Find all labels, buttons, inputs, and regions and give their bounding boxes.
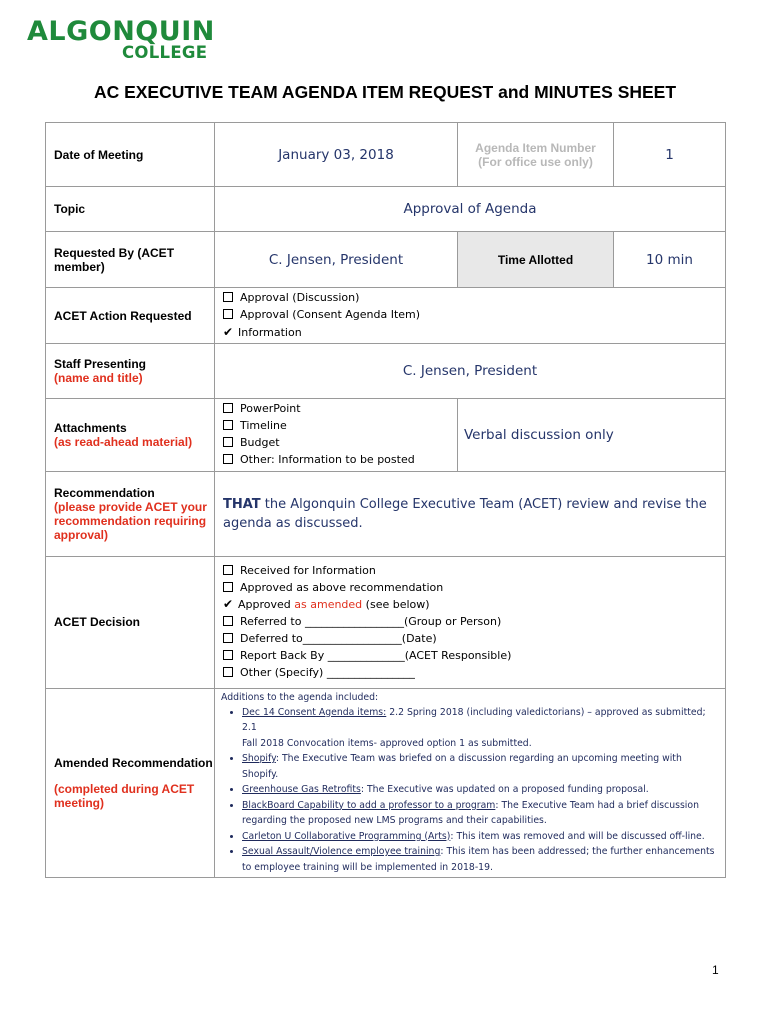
decision-option-other[interactable]: Other (Specify) ________________ bbox=[223, 665, 717, 682]
action-option-information[interactable]: ✔ Information bbox=[223, 324, 302, 339]
row-topic bbox=[46, 187, 726, 232]
checkbox-empty-icon[interactable] bbox=[223, 633, 233, 643]
date-label: Date of Meeting bbox=[46, 123, 215, 187]
requested-by-label-2: member) bbox=[54, 259, 105, 274]
recommendation-sublabel-3: approval) bbox=[54, 527, 109, 542]
staff-presenting-label-main: Staff Presenting bbox=[54, 357, 147, 372]
list-item: • Dec 14 Consent Agenda items: 2.2 Spring 2018 (including valedictorians) – approved as submitted; 2.1 Fall 2018 Convocation items- approved option 1 as submitted. bbox=[242, 705, 719, 752]
action-requested-label: ACET Action Requested bbox=[46, 288, 215, 344]
checkbox-empty-icon[interactable] bbox=[223, 420, 233, 430]
recommendation-label-main: Recommendation bbox=[54, 485, 155, 500]
attachment-option-timeline[interactable]: Timeline bbox=[223, 418, 449, 435]
row-requested-by bbox=[46, 232, 726, 288]
staff-presenting-sublabel: (name and title) bbox=[54, 371, 143, 386]
amended-sublabel-2: meeting) bbox=[54, 795, 105, 810]
attachments-note: Verbal discussion only bbox=[458, 399, 726, 471]
time-allotted-value: 10 min bbox=[614, 232, 726, 288]
action-option-discussion[interactable]: Approval (Discussion) bbox=[223, 290, 717, 307]
checkbox-empty-icon[interactable] bbox=[223, 454, 233, 464]
decision-option-referred[interactable]: Referred to __________________(Group or Person) bbox=[223, 614, 717, 631]
amended-sublabel-1: (completed during ACET bbox=[54, 781, 195, 796]
logo-line-1: ALGONQUIN bbox=[27, 16, 215, 47]
row-recommendation bbox=[46, 471, 726, 556]
checkbox-empty-icon[interactable] bbox=[223, 309, 233, 319]
staff-presenting-value: C. Jensen, President bbox=[215, 344, 726, 399]
row-action-requested bbox=[46, 288, 726, 344]
amended-recommendation-label bbox=[46, 688, 215, 878]
attachments-options bbox=[215, 399, 458, 471]
page-number: 1 bbox=[712, 963, 719, 977]
recommendation-sublabel-2: recommendation requiring bbox=[54, 513, 207, 528]
checkbox-empty-icon[interactable] bbox=[223, 403, 233, 413]
checkbox-empty-icon[interactable] bbox=[223, 616, 233, 626]
decision-label: ACET Decision bbox=[46, 556, 215, 688]
algonquin-college-logo bbox=[27, 17, 217, 63]
list-item: • Sexual Assault/Violence employee training: This item has been addressed; the further enhancements to employee training will be implemented in 2018-19. bbox=[242, 844, 719, 875]
requested-by-label-1: Requested By (ACET bbox=[54, 245, 175, 260]
document-title: AC EXECUTIVE TEAM AGENDA ITEM REQUEST and MINUTES SHEET bbox=[93, 82, 677, 102]
date-value: January 03, 2018 bbox=[215, 123, 458, 187]
attachments-sublabel: (as read-ahead material) bbox=[54, 434, 193, 449]
logo-line-2: COLLEGE bbox=[122, 43, 208, 62]
checkbox-empty-icon[interactable] bbox=[223, 650, 233, 660]
checkbox-empty-icon[interactable] bbox=[223, 437, 233, 447]
checkbox-empty-icon[interactable] bbox=[223, 582, 233, 592]
topic-label: Topic bbox=[46, 187, 215, 232]
recommendation-lead: THAT bbox=[223, 496, 261, 512]
list-item: • Greenhouse Gas Retrofits: The Executive was updated on a proposed funding proposal. bbox=[242, 782, 719, 798]
checkbox-empty-icon[interactable] bbox=[223, 565, 233, 575]
checkbox-empty-icon[interactable] bbox=[223, 292, 233, 302]
row-attachments bbox=[46, 399, 726, 471]
attachments-label-main: Attachments bbox=[54, 420, 127, 435]
row-date bbox=[46, 123, 726, 187]
checkbox-empty-icon[interactable] bbox=[223, 667, 233, 677]
amended-label-main: Amended Recommendation bbox=[54, 755, 213, 770]
attachments-label bbox=[46, 399, 215, 471]
decision-option-deferred[interactable]: Deferred to__________________(Date) bbox=[223, 631, 717, 648]
row-decision bbox=[46, 556, 726, 688]
list-item: • Shopify: The Executive Team was briefed on a discussion regarding an upcoming meeting with Shopify. bbox=[242, 751, 719, 782]
decision-option-received[interactable]: Received for Information bbox=[223, 563, 717, 580]
attachment-option-other[interactable]: Other: Information to be posted bbox=[223, 452, 449, 469]
action-option-consent[interactable]: Approval (Consent Agenda Item) bbox=[223, 307, 717, 324]
decision-option-approved[interactable]: Approved as above recommendation bbox=[223, 580, 717, 597]
recommendation-text bbox=[215, 471, 726, 556]
action-requested-options bbox=[215, 288, 726, 344]
attachment-option-budget[interactable]: Budget bbox=[223, 435, 449, 452]
checkmark-icon[interactable]: ✔ bbox=[223, 324, 234, 339]
agenda-number-label-1: Agenda Item Number bbox=[475, 140, 596, 155]
agenda-number-label bbox=[458, 123, 614, 187]
checkmark-icon[interactable]: ✔ bbox=[223, 597, 234, 612]
row-amended-recommendation bbox=[46, 688, 726, 878]
recommendation-label bbox=[46, 471, 215, 556]
list-item: • Carleton U Collaborative Programming (Arts): This item was removed and will be discussed off-line. bbox=[242, 829, 719, 845]
staff-presenting-label bbox=[46, 344, 215, 399]
recommendation-sublabel-1: (please provide ACET your bbox=[54, 499, 207, 514]
amended-recommendation-content bbox=[215, 688, 726, 878]
agenda-number-value: 1 bbox=[614, 123, 726, 187]
decision-options bbox=[215, 556, 726, 688]
decision-option-approved-amended[interactable]: ✔ Approved as amended (see below) bbox=[223, 597, 430, 612]
requested-by-value: C. Jensen, President bbox=[215, 232, 458, 288]
decision-option-report-back[interactable]: Report Back By ______________(ACET Responsible) bbox=[223, 648, 717, 665]
recommendation-text-1: the Algonquin College Executive Team (ACET) review and revise the bbox=[260, 496, 707, 512]
topic-value: Approval of Agenda bbox=[215, 187, 726, 232]
row-staff-presenting bbox=[46, 344, 726, 399]
agenda-number-label-2: (For office use only) bbox=[478, 154, 593, 169]
amended-intro: Additions to the agenda included: bbox=[221, 691, 379, 703]
agenda-form-table bbox=[45, 122, 726, 878]
time-allotted-label: Time Allotted bbox=[458, 232, 614, 288]
attachment-option-powerpoint[interactable]: PowerPoint bbox=[223, 401, 449, 418]
amended-items-list bbox=[221, 705, 719, 876]
list-item: • BlackBoard Capability to add a professor to a program: The Executive Team had a brief discussion regarding the proposed new LMS programs and their capabilities. bbox=[242, 798, 719, 829]
requested-by-label bbox=[46, 232, 215, 288]
recommendation-text-2: agenda as discussed. bbox=[223, 515, 363, 531]
